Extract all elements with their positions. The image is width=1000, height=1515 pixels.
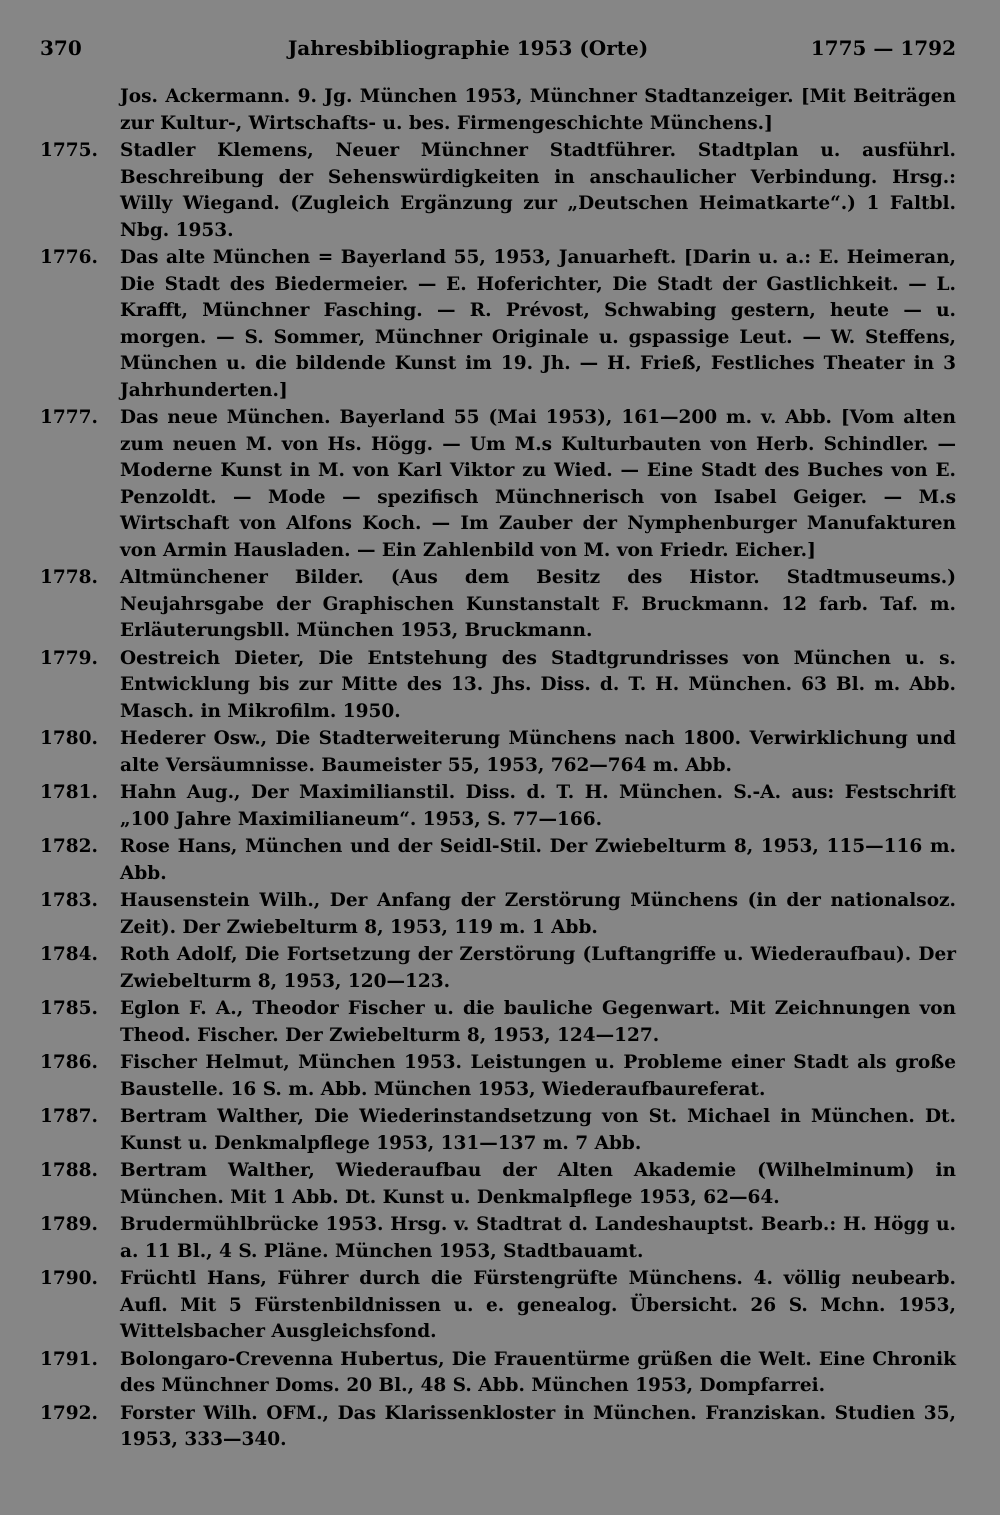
- running-header: [40, 36, 956, 66]
- list-item: [40, 1401, 956, 1454]
- entry-text: Rose Hans, München und der Seidl-Stil. Der Zwiebelturm 8, 1953, 115—116 m. Abb.: [120, 836, 956, 884]
- list-item: [40, 1266, 956, 1346]
- entry-text: Stadler Klemens, Neuer Münchner Stadtführer. Stadtplan u. ausführl. Beschreibung der Sehenswürdigkeiten in anschaulicher Verbindung. Hrsg.: Willy Wiegand. (Zugleich Ergänzung zur „Deutschen Heimatkarte“.) 1 Faltbl. Nbg. 1953.: [120, 140, 956, 241]
- entry-text: Früchtl Hans, Führer durch die Fürstengrüfte Münchens. 4. völlig neubearb. Aufl. Mit 5 Fürstenbildnissen u. e. genealog. Übersicht. 26 S. Mchn. 1953, Wittelsbacher Ausgleichsfond.: [120, 1268, 956, 1342]
- entry-number: 1783.: [40, 890, 98, 911]
- entry-number: 1785.: [40, 998, 98, 1019]
- list-item: [40, 1050, 956, 1103]
- entry-number: 1780.: [40, 728, 98, 749]
- entry-text: Das neue München. Bayerland 55 (Mai 1953), 161—200 m. v. Abb. [Vom alten zum neuen M. von Hs. Högg. — Um M.s Kulturbauten von Herb. Schindler. — Moderne Kunst in M. von Karl Viktor zu Wied. — Eine Stadt des Buches von E. Penzoldt. — Mode — spezifisch Münchnerisch von Isabel Geiger. — M.s Wirtschaft von Alfons Koch. — Im Zauber der Nymphenburger Manufakturen von Armin Hausladen. — Ein Zahlenbild von M. von Friedr. Eicher.]: [120, 407, 956, 561]
- entry-text: Altmünchener Bilder. (Aus dem Besitz des Histor. Stadtmuseums.) Neujahrsgabe der Graphischen Kunstanstalt F. Bruckmann. 12 farb. Taf. m. Erläuterungsbll. München 1953, Bruckmann.: [120, 567, 956, 641]
- entry-number: 1784.: [40, 944, 98, 965]
- entry-text: Brudermühlbrücke 1953. Hrsg. v. Stadtrat d. Landeshauptst. Bearb.: H. Högg u. a. 11 Bl., 4 S. Pläne. München 1953, Stadtbauamt.: [120, 1214, 956, 1262]
- entry-number: 1787.: [40, 1106, 98, 1127]
- entry-number: 1775.: [40, 140, 98, 161]
- entry-text: Oestreich Dieter, Die Entstehung des Stadtgrundrisses von München u. s. Entwicklung bis zur Mitte des 13. Jhs. Diss. d. T. H. München. 63 Bl. m. Abb. Masch. in Mikrofilm. 1950.: [120, 647, 956, 722]
- entry-range: 1775 — 1792: [810, 36, 956, 60]
- entry-text: Eglon F. A., Theodor Fischer u. die bauliche Gegenwart. Mit Zeichnungen von Theod. Fischer. Der Zwiebelturm 8, 1953, 124—127.: [120, 998, 956, 1046]
- entry-text: Jos. Ackermann. 9. Jg. München 1953, Münchner Stadtanzeiger. [Mit Beiträgen zur Kultur-, Wirtschafts- u. bes. Firmengeschichte Münchens.]: [120, 86, 956, 134]
- list-item: [40, 565, 956, 645]
- list-item: [40, 888, 956, 941]
- entry-text: Bertram Walther, Wiederaufbau der Alten Akademie (Wilhelminum) in München. Mit 1 Abb. Dt. Kunst u. Denkmalpflege 1953, 62—64.: [120, 1160, 956, 1208]
- list-item: [40, 84, 956, 137]
- entry-text: Hausenstein Wilh., Der Anfang der Zerstörung Münchens (in der nationalsoz. Zeit). Der Zwiebelturm 8, 1953, 119 m. 1 Abb.: [120, 890, 956, 938]
- running-title: Jahresbibliographie 1953 (Orte): [287, 36, 649, 60]
- entry-number: 1792.: [40, 1402, 98, 1424]
- list-item: [40, 1158, 956, 1211]
- entry-text: Bertram Walther, Die Wiederinstandsetzung von St. Michael in München. Dt. Kunst u. Denkmalpflege 1953, 131—137 m. 7 Abb.: [120, 1106, 956, 1154]
- entry-number: 1786.: [40, 1052, 98, 1073]
- list-item: [40, 405, 956, 564]
- list-item: [40, 942, 956, 995]
- entry-text: Bolongaro-Crevenna Hubertus, Die Frauentürme grüßen die Welt. Eine Chronik des Münchner Doms. 20 Bl., 48 S. Abb. München 1953, Dompfarrei.: [120, 1348, 956, 1396]
- entry-number: 1790.: [40, 1268, 98, 1289]
- entry-text: Hederer Osw., Die Stadterweiterung Münchens nach 1800. Verwirklichung und alte Versäumnisse. Baumeister 55, 1953, 762—764 m. Abb.: [120, 728, 956, 776]
- entry-number: 1789.: [40, 1214, 98, 1235]
- entry-text: Hahn Aug., Der Maximilianstil. Diss. d. T. H. München. S.-A. aus: Festschrift „100 Jahre Maximilianeum“. 1953, S. 77—166.: [120, 782, 956, 830]
- list-item: [40, 245, 956, 404]
- entry-number: 1776.: [40, 247, 98, 268]
- entry-text: Fischer Helmut, München 1953. Leistungen u. Probleme einer Stadt als große Baustelle. 16 S. m. Abb. München 1953, Wiederaufbaureferat.: [120, 1052, 956, 1100]
- entry-number: 1788.: [40, 1160, 98, 1181]
- entry-number: 1778.: [40, 567, 98, 588]
- entry-text: Das alte München = Bayerland 55, 1953, Januarheft. [Darin u. a.: E. Heimeran, Die Stadt des Biedermeier. — E. Hoferichter, Die Stadt der Gastlichkeit. — L. Krafft, Münchner Fasching. — R. Prévost, Schwabing gestern, heute — u. morgen. — S. Sommer, Münchner Originale u. gspassige Leut. — W. Steffens, München u. die bildende Kunst im 19. Jh. — H. Frieß, Festliches Theater in 3 Jahrhunderten.]: [120, 247, 956, 401]
- list-item: [40, 834, 956, 887]
- bibliography-entries: [40, 84, 956, 1454]
- list-item: [40, 1347, 956, 1400]
- list-item: [40, 1104, 956, 1157]
- list-item: [40, 1212, 956, 1265]
- entry-number: 1791.: [40, 1348, 98, 1370]
- entry-number: 1777.: [40, 407, 98, 428]
- list-item: [40, 996, 956, 1049]
- list-item: [40, 780, 956, 833]
- page-number: 370: [40, 36, 82, 60]
- list-item: [40, 726, 956, 779]
- entry-text: Roth Adolf, Die Fortsetzung der Zerstörung (Luftangriffe u. Wiederaufbau). Der Zwiebelturm 8, 1953, 120—123.: [120, 944, 956, 992]
- entry-number: 1782.: [40, 836, 98, 857]
- entry-number: 1779.: [40, 647, 98, 669]
- entry-text: Forster Wilh. OFM., Das Klarissenkloster in München. Franziskan. Studien 35, 1953, 333—340.: [120, 1402, 956, 1450]
- list-item: [40, 646, 956, 726]
- entry-number: 1781.: [40, 782, 98, 803]
- list-item: [40, 138, 956, 244]
